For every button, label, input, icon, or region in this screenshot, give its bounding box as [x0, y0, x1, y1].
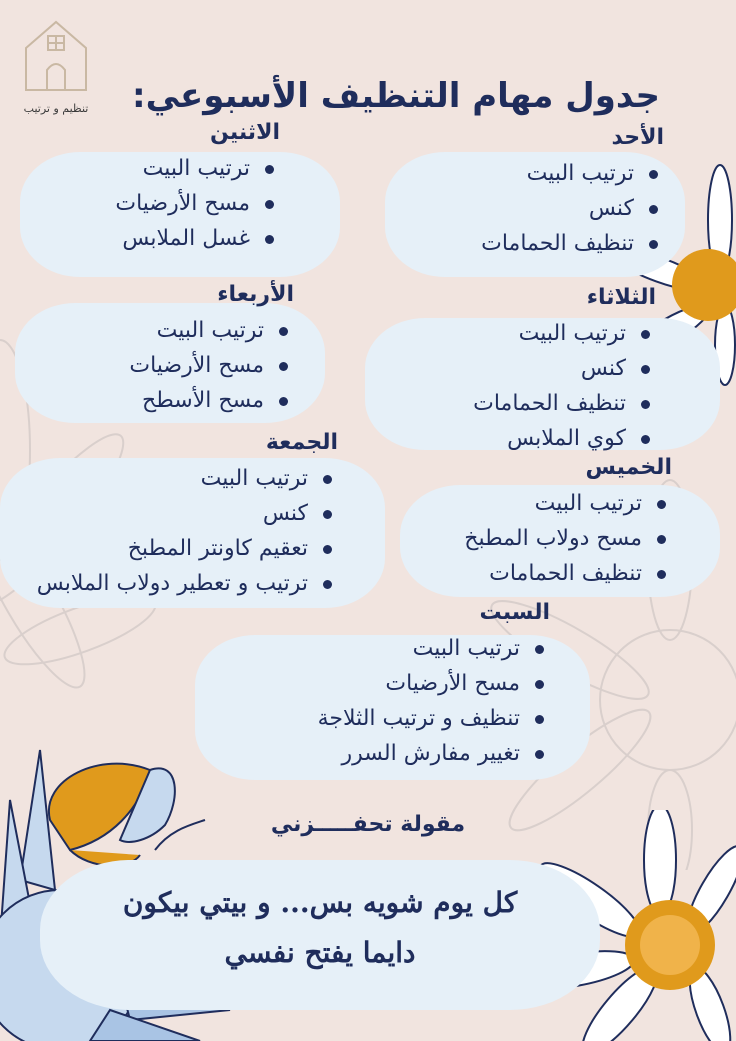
page-title: جدول مهام التنظيف الأسبوعي: — [132, 76, 660, 116]
task-item: تنظيف الحمامات — [481, 226, 664, 261]
task-item: مسح الأرضيات — [115, 186, 280, 221]
task-item: تنظيف و ترتيب الثلاجة — [318, 701, 550, 736]
task-item: كنس — [37, 496, 338, 531]
task-item: مسح الأسطح — [129, 383, 294, 418]
logo-text: تنظيم و ترتيب — [23, 102, 89, 115]
task-item: كنس — [481, 191, 664, 226]
day-thursday — [464, 455, 672, 591]
task-item: ترتيب البيت — [481, 156, 664, 191]
day-tuesday — [473, 285, 656, 456]
task-item: ترتيب و تعطير دولاب الملابس — [37, 566, 338, 601]
task-item: ترتيب البيت — [318, 631, 550, 666]
day-title-tuesday: الثلاثاء — [586, 285, 656, 310]
task-item: مسح دولاب المطبخ — [464, 521, 672, 556]
task-item: تنظيف الحمامات — [464, 556, 672, 591]
quote-line-2: دايما يفتح نفسي — [224, 936, 416, 969]
house-icon — [21, 18, 91, 94]
day-sunday — [481, 125, 664, 261]
task-item: ترتيب البيت — [115, 151, 280, 186]
day-title-monday: الاثنين — [210, 120, 280, 145]
day-title-thursday: الخميس — [585, 455, 672, 480]
task-item: ترتيب البيت — [129, 313, 294, 348]
task-item: ترتيب البيت — [37, 461, 338, 496]
task-item: ترتيب البيت — [473, 316, 656, 351]
quote-line-1: كل يوم شويه بس... و بيتي بيكون — [122, 886, 518, 919]
task-item: كنس — [473, 351, 656, 386]
task-item: تعقيم كاونتر المطبخ — [37, 531, 338, 566]
day-wednesday — [129, 282, 294, 418]
day-saturday — [318, 600, 550, 771]
day-title-friday: الجمعة — [265, 430, 338, 455]
quote-title: مقولة تحفـــــزني — [270, 812, 466, 837]
logo — [14, 18, 98, 115]
task-item: مسح الأرضيات — [129, 348, 294, 383]
day-monday — [115, 120, 280, 256]
task-item: ترتيب البيت — [464, 486, 672, 521]
task-item: كوي الملابس — [473, 421, 656, 456]
day-title-wednesday: الأربعاء — [217, 282, 294, 307]
task-item: غسل الملابس — [115, 221, 280, 256]
task-item: تغيير مفارش السرر — [318, 736, 550, 771]
day-title-sunday: الأحد — [611, 125, 664, 150]
task-item: تنظيف الحمامات — [473, 386, 656, 421]
task-item: مسح الأرضيات — [318, 666, 550, 701]
day-title-saturday: السبت — [479, 600, 550, 625]
day-friday — [37, 430, 338, 601]
quote-text — [60, 878, 580, 978]
